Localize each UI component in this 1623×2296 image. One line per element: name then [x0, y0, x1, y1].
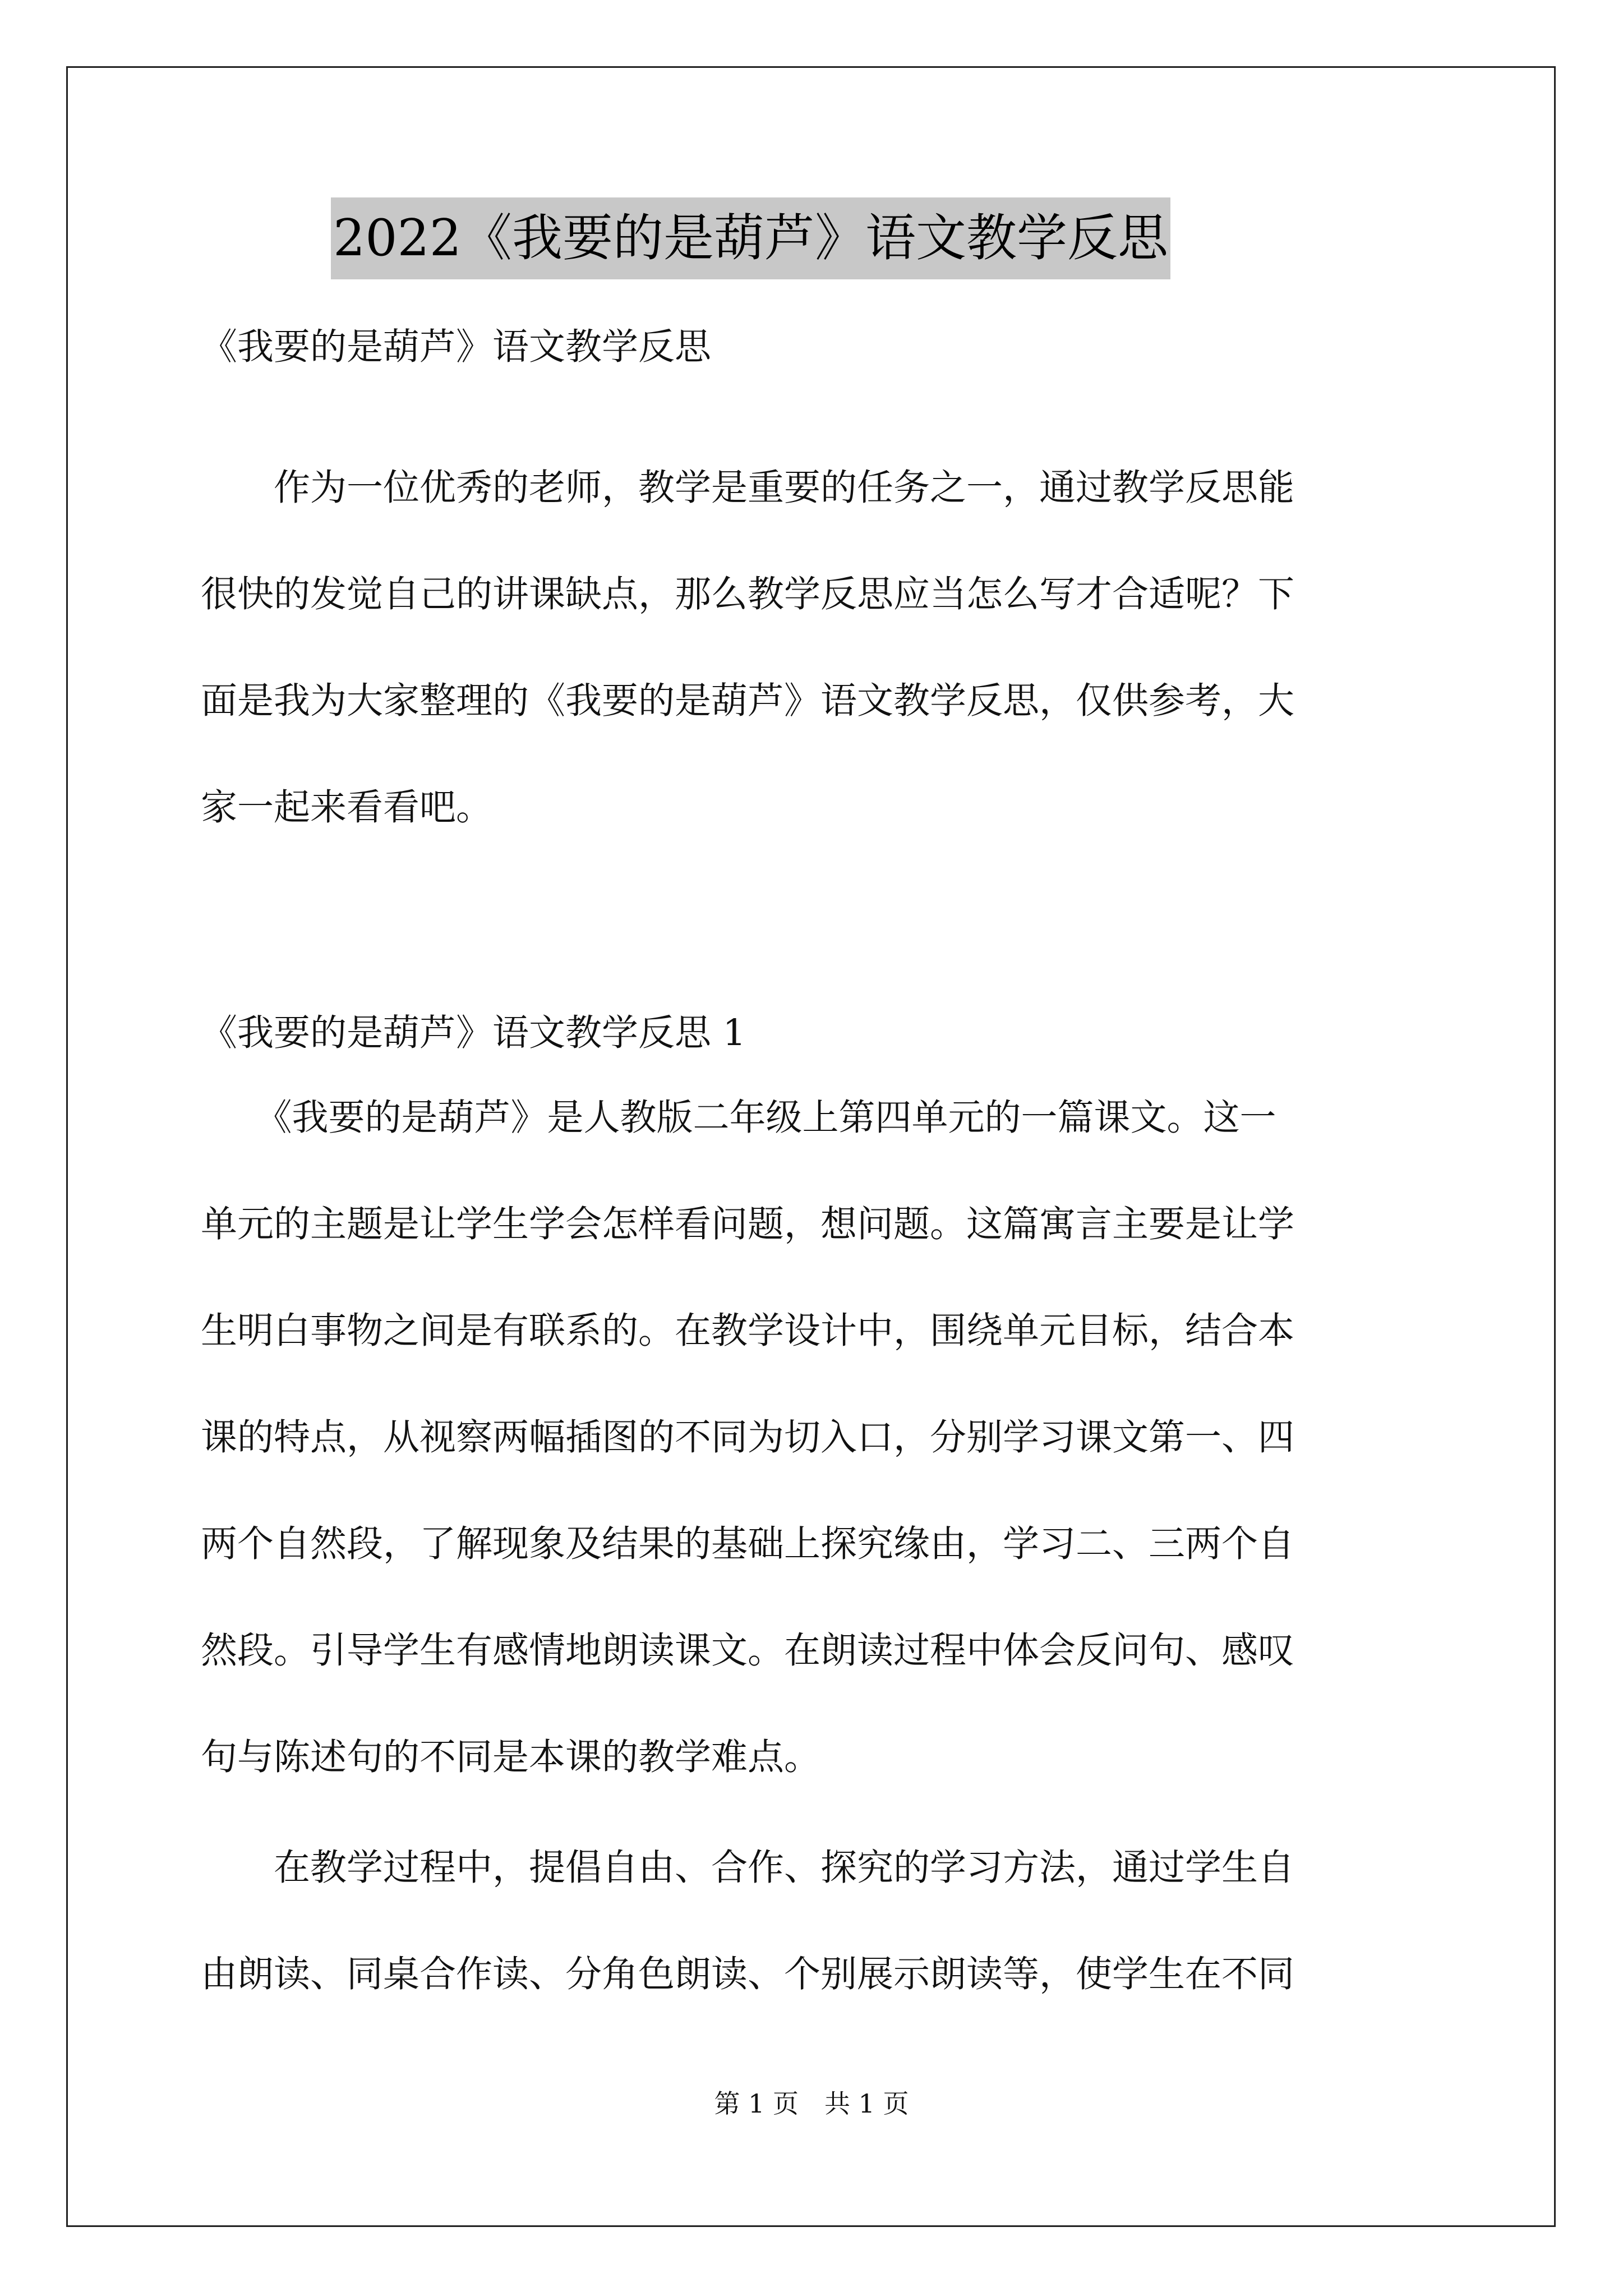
- section-heading: [201, 1003, 1435, 1056]
- text-line: 课的特点，从视察两幅插图的不同为切入口，分别学习课文第一、四: [201, 1416, 1295, 1458]
- text-line: 面是我为大家整理的《我要的是葫芦》语文教学反思，仅供参考，大: [201, 680, 1295, 722]
- text-line: 家一起来看看吧。: [201, 786, 493, 829]
- subtitle: [201, 317, 1435, 370]
- section-paragraph-1: [201, 1065, 1435, 1811]
- text-line: 句与陈述句的不同是本课的教学难点。: [201, 1736, 821, 1778]
- text-line: 在教学过程中，提倡自由、合作、探究的学习方法，通过学生自: [201, 1847, 1295, 1889]
- section-paragraph-2: [201, 1815, 1435, 2028]
- section-heading-text: 《我要的是葫芦》语文教学反思 1: [201, 1012, 746, 1054]
- text-line: 由朗读、同桌合作读、分角色朗读、个别展示朗读等，使学生在不同: [201, 1953, 1295, 1995]
- intro-paragraph: [201, 435, 1435, 861]
- text-line: 单元的主题是让学生学会怎样看问题，想问题。这篇寓言主要是让学: [201, 1203, 1295, 1245]
- text-line: 两个自然段，了解现象及结果的基础上探究缘由，学习二、三两个自: [201, 1523, 1295, 1565]
- subtitle-text: 《我要的是葫芦》语文教学反思: [201, 326, 712, 368]
- document-title: 2022《我要的是葫芦》语文教学反思: [331, 197, 1170, 279]
- text-line: 作为一位优秀的老师，教学是重要的任务之一，通过教学反思能: [201, 467, 1295, 509]
- text-line: 生明白事物之间是有联系的。在教学设计中，围绕单元目标，结合本: [201, 1310, 1295, 1352]
- text-line: 很快的发觉自己的讲课缺点，那么教学反思应当怎么写才合适呢？下: [201, 573, 1295, 615]
- text-line: 然段。引导学生有感情地朗读课文。在朗读过程中体会反问句、感叹: [201, 1630, 1295, 1672]
- page-footer: 第 1 页 共 1 页: [714, 2088, 909, 2119]
- text-line: 《我要的是葫芦》是人教版二年级上第四单元的一篇课文。这一: [201, 1097, 1276, 1139]
